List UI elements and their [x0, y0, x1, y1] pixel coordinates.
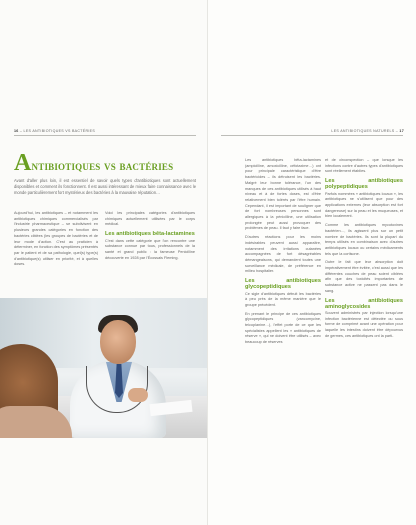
- heading-aminoglycosides: Les antibiotiques aminoglycosides: [325, 297, 403, 310]
- right-header-rule: [221, 135, 403, 136]
- left-col2-paragraph-1: Voici les principales catégories d'antibiotiques chimiques actuellement utilisées par le corps médical.: [105, 211, 195, 227]
- left-running-title: LES ANTIBIOTIQUES VS BACTÉRIES: [23, 129, 96, 133]
- left-page-number: 16: [14, 129, 19, 133]
- heading-beta-lactamines: Les antibiotiques bêta-lactamines: [105, 231, 195, 238]
- left-header-rule: [14, 135, 196, 136]
- right-col2-paragraph-5: Souvent administrés par injection lorsqu'une infection bactérienne est détectée ou sous forme de comprimé avant une opération pour laquelle les intestins doivent être dépourvus de germes, ces antibiotiques ont la parti-: [325, 311, 403, 338]
- right-col2-paragraph-2: Parfois nommées « antibiotiques locaux », les antibiotiques ne s'utilisent que pour des applications externes (leur absorption est fort dangereuse) sur la peau et les muqueuses, et bien localement.: [325, 191, 403, 219]
- left-column-2: [105, 211, 195, 264]
- heading-polypeptidiques: Les antibiotiques polypeptidiques: [325, 178, 403, 191]
- left-column-1: [14, 211, 98, 271]
- chapter-title: [14, 151, 173, 175]
- left-running-head: 16 – LES ANTIBIOTIQUES VS BACTÉRIES: [14, 129, 96, 133]
- left-col2-paragraph-2: C'est dans cette catégorie que l'on rencontre une substance connue par tous, professionnels de la santé et grand public : la fameuse Penicilline découverte en 1928 par l'Écossais Fleming.: [105, 238, 195, 260]
- right-col1-paragraph-2: D'autres réactions pour les moins indésirables peuvent aussi apparaître, notamment des irritations cutanées accompagnées de fort désagréables démangeaisons, qui demandent toutes une surveillance médicale, de préférence en milieu hospitalier.: [245, 235, 321, 274]
- right-col2-paragraph-3: Comme les antibiotiques mycotoxines bactérien…, ils agissent plus sur un petit nombre de bactéries. Ils sont la plupart du temps utilisés en combinaison avec d'autres antibiotiques locaux ou certains médicaments tels que la cortisone.: [325, 223, 403, 256]
- right-col1-paragraph-1: Les antibiotiques bêta-lactamines (ampicilline, amoxicilline, céfotaxime…) ont pour principale caractéristique d'être bactéricides – ils détruisent les bactéries. Malgré leur bonne tolérance, l'un des manques de ces antibiotiques utilisés à haut niveau et à de fortes doses, est d'être relativement bien tolérés par l'être humain. Cependant, il est important de souligner que de fort nombreuses personnes sont allergiques à la pénicilline, une utilisation prolongée peut aussi provoquer des problèmes de peau. Il faut y faire face.: [245, 158, 321, 231]
- right-column-2: [325, 158, 403, 343]
- title-drop-cap: A: [14, 150, 32, 176]
- title-rest: ntibiotiques vs bactéries: [31, 158, 174, 173]
- right-col2-paragraph-4: Outre le fait que leur absorption doit impérativement être évitée, c'est aussi que les différentes couches de peau soient ciblées afin que des toxicités importantes de substance active ne passent pas dans le sang.: [325, 260, 403, 293]
- heading-glycopeptidiques: Les antibiotiques glycopeptidiques: [245, 278, 321, 291]
- right-running-title: LES ANTIBIOTIQUES NATURELS: [331, 129, 395, 133]
- left-col1-paragraph: Aujourd'hui, les antibiotiques – et notamment les antibiotiques chimiques commercialisés par l'industrie pharmaceutique – se subdivisent en plusieurs grandes catégories en fonction des bactéries ciblées (les groupes de bactéries et de leur mode d'action. C'est au praticien à déterminer, en fonction des symptômes présentés par le patient et de sa pathologie, quel(s) type(s) d'antibiotique(s) utiliser en priorité, et à quelles doses.: [14, 211, 98, 267]
- right-running-head: LES ANTIBIOTIQUES NATURELS – 17: [331, 129, 404, 133]
- right-col2-paragraph-1: et de circonspection – que lorsque les infections contre d'autres types d'antibiotiques sont réellement établies.: [325, 158, 403, 174]
- right-col1-paragraph-4: En prenant le principe de ces antibiotiques glycopeptidiques (vancomycine, teicoplanine…), l'effet porte de ce que les spécialistes appellent les « antibiotiques de réserve », qui ne doivent être utilisés – avec beaucoup de réserves: [245, 311, 321, 345]
- doctor-patient-photo: [0, 298, 207, 438]
- right-page-number: 17: [399, 129, 404, 133]
- right-column-1: [245, 158, 321, 349]
- right-col1-paragraph-3: Ce sigle d'antibiotiques détruit les bactéries à peu près de la même manière que le groupe précédent.: [245, 291, 321, 307]
- intro-paragraph: Avant d'aller plus loin, il est essentiel de savoir quels types d'antibiotiques sont actuellement disponibles et comment ils fonctionnent. Il est aussi intéressant de mieux faire connaissance avec le monde particulièrement fort mystérieux des bactéries à la mauvaise réputation…: [14, 178, 196, 196]
